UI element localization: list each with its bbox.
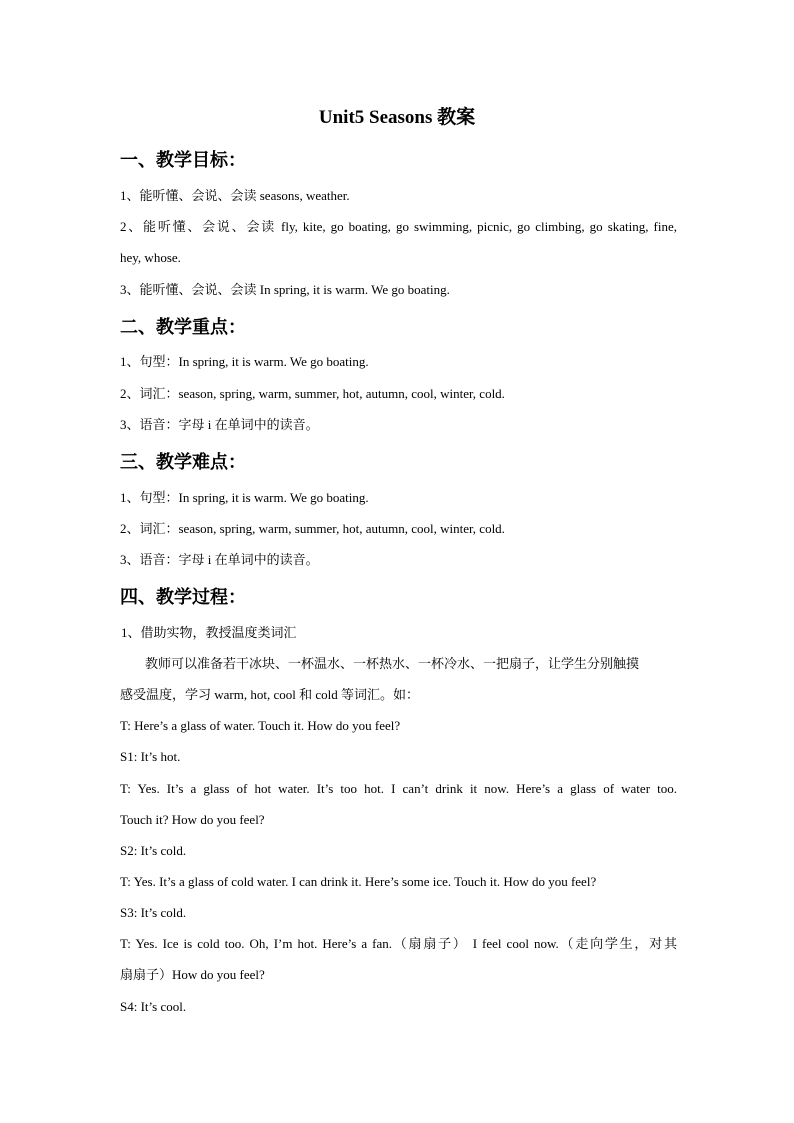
difficulty-item-3: 3、语音：字母 i 在单词中的读音。 xyxy=(120,552,319,567)
dialogue-line-s4: S4: It’s cool. xyxy=(120,999,187,1014)
heading-objectives: 一、教学目标： xyxy=(120,150,246,170)
difficulty-item-2: 2、词汇：season, spring, warm, summer, hot, autumn, cool, winter, cold. xyxy=(120,521,505,536)
difficulty-item-1: 1、句型：In spring, it is warm. We go boating. xyxy=(120,490,369,505)
document-title: Unit5 Seasons 教案 xyxy=(318,107,476,128)
heading-key-points: 二、教学重点： xyxy=(120,317,246,337)
process-paragraph-line-2: 感受温度，学习 warm, hot, cool 和 cold 等词汇。如： xyxy=(120,687,419,702)
dialogue-line-t2: T: Yes. It’s a glass of hot water. It’s too hot. I can’t drink it now. Here’s a glass of water too. xyxy=(120,781,677,796)
dialogue-line-s2: S2: It’s cold. xyxy=(120,843,187,858)
dialogue-line-t4-cont: 扇扇子）How do you feel? xyxy=(120,967,265,982)
key-point-item-2: 2、词汇：season, spring, warm, summer, hot, autumn, cool, winter, cold. xyxy=(120,386,505,401)
objective-item-3: 3、能听懂、会说、会读 In spring, it is warm. We go boating. xyxy=(120,282,450,297)
process-paragraph-line-1: 教师可以准备若干冰块、一杯温水、一杯热水、一杯冷水、一把扇子，让学生分别触摸 xyxy=(145,656,640,671)
key-point-item-3: 3、语音：字母 i 在单词中的读音。 xyxy=(120,417,319,432)
objective-item-2: 2、能听懂、会说、会读 fly, kite, go boating, go swimming, picnic, go climbing, go skating, fine, xyxy=(120,219,677,234)
heading-difficulties: 三、教学难点： xyxy=(120,452,246,472)
dialogue-line-t3: T: Yes. It’s a glass of cold water. I can drink it. Here’s some ice. Touch it. How do you feel? xyxy=(120,874,597,889)
dialogue-line-s3: S3: It’s cold. xyxy=(120,905,187,920)
objective-item-2-cont: hey, whose. xyxy=(120,250,181,265)
heading-process: 四、教学过程： xyxy=(120,587,246,607)
dialogue-line-s1: S1: It’s hot. xyxy=(120,749,181,764)
key-point-item-1: 1、句型：In spring, it is warm. We go boating. xyxy=(120,354,369,369)
process-step-1-title: 1、借助实物，教授温度类词汇 xyxy=(121,625,297,640)
dialogue-line-t4: T: Yes. Ice is cold too. Oh, I’m hot. Here’s a fan.（扇扇子） I feel cool now.（走向学生，对其 xyxy=(120,936,677,951)
dialogue-line-t2-cont: Touch it? How do you feel? xyxy=(120,812,265,827)
dialogue-line-t1: T: Here’s a glass of water. Touch it. How do you feel? xyxy=(120,718,401,733)
objective-item-1: 1、能听懂、会说、会读 seasons, weather. xyxy=(120,188,350,203)
